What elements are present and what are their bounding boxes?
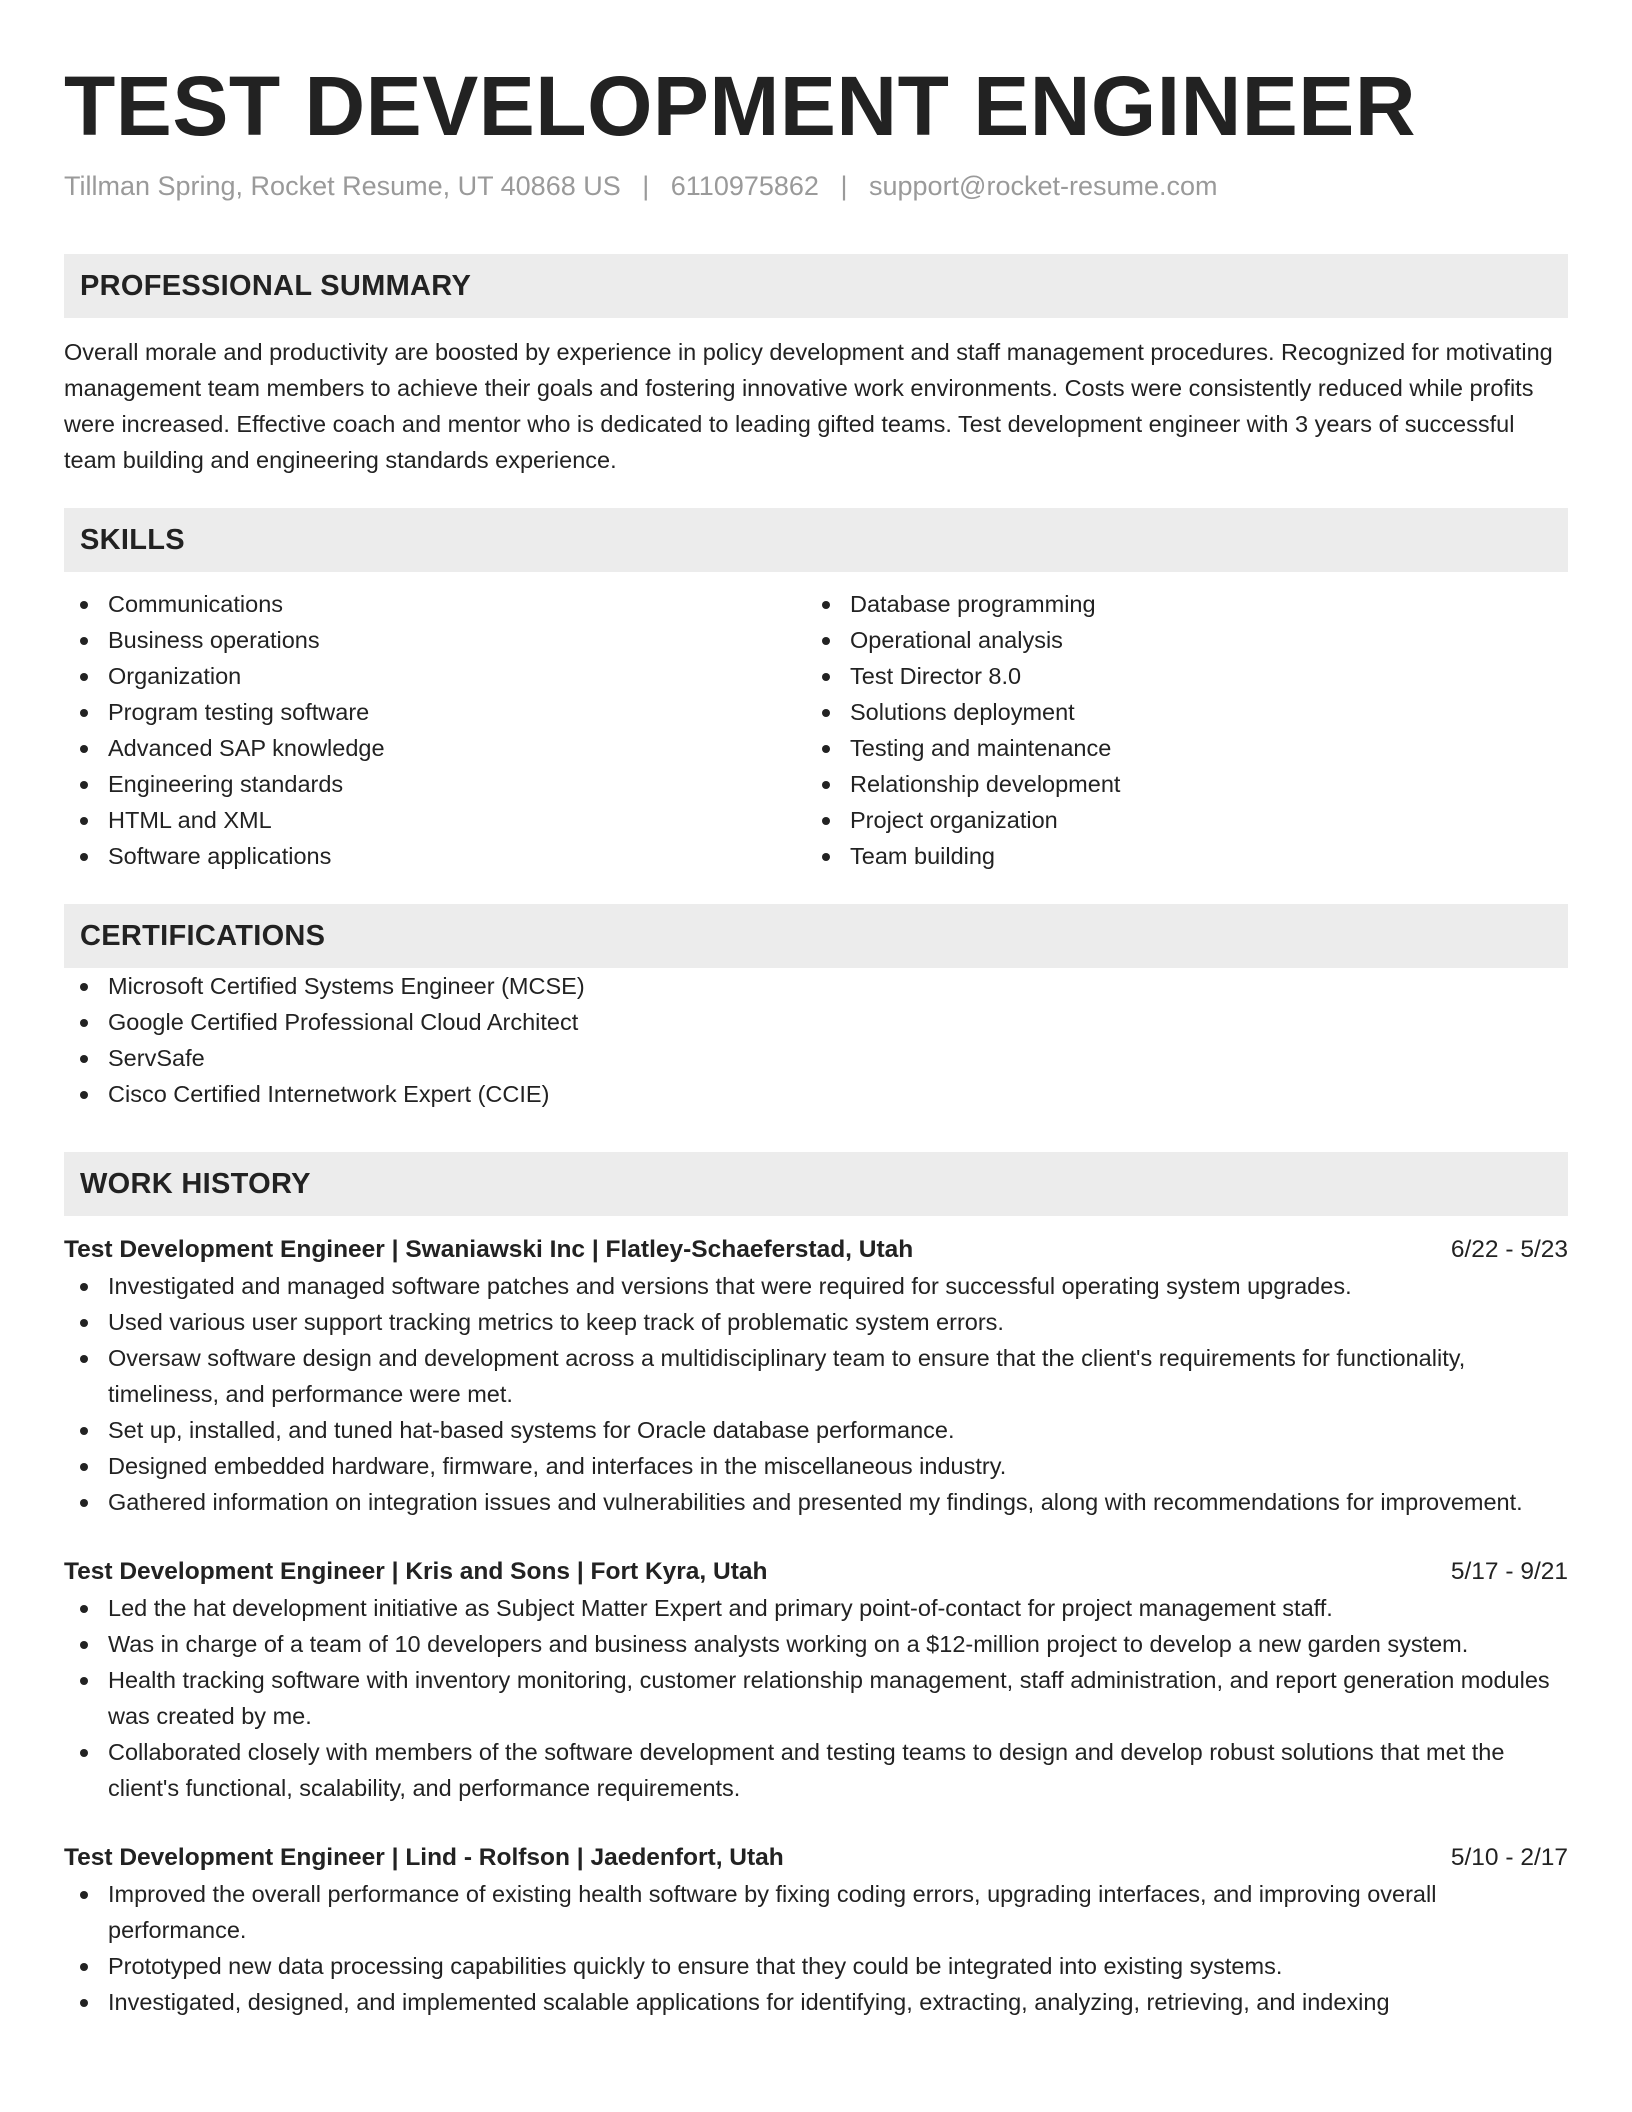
job-dates: 5/10 - 2/17 (1450, 1844, 1568, 1871)
job-entry (64, 1840, 1568, 2020)
skills-column-right (806, 586, 1548, 874)
job-dates: 6/22 - 5/23 (1450, 1236, 1568, 1263)
contact-separator: | (840, 171, 848, 201)
certification-item: Google Certified Professional Cloud Architect (64, 1004, 1568, 1040)
job-bullets (64, 1590, 1568, 1806)
resume-title: TEST DEVELOPMENT ENGINEER (64, 59, 1416, 153)
work-history-section-heading: WORK HISTORY (64, 1152, 1568, 1216)
summary-text: Overall morale and productivity are boosted by experience in policy development and staff management procedures. Recognized for motivating management team members to achieve their goals and fostering innovative work environments. Costs were consistently reduced while profits were increased. Effective coach and mentor who is dedicated to leading gifted teams. Test development engineer with 3 years of successful team building and engineering standards experience. (64, 339, 1553, 473)
contact-email: support@rocket-resume.com (869, 171, 1218, 201)
certification-item: Microsoft Certified Systems Engineer (MCSE) (64, 968, 1568, 1004)
skill-item: Organization (64, 658, 806, 694)
job-heading: Test Development Engineer | Lind - Rolfson | Jaedenfort, Utah (64, 1844, 784, 1871)
certifications-list (64, 968, 1568, 1112)
skill-item: Database programming (806, 586, 1548, 622)
skill-item: Program testing software (64, 694, 806, 730)
job-bullet: Used various user support tracking metrics to keep track of problematic system errors. (64, 1304, 1568, 1340)
job-bullet: Set up, installed, and tuned hat-based systems for Oracle database performance. (64, 1412, 1568, 1448)
skill-item: Engineering standards (64, 766, 806, 802)
contact-phone: 6110975862 (670, 171, 819, 201)
certifications-section-heading: CERTIFICATIONS (64, 904, 1568, 968)
skill-item: Team building (806, 838, 1548, 874)
job-heading: Test Development Engineer | Kris and Sons | Fort Kyra, Utah (64, 1558, 768, 1585)
skill-item: Communications (64, 586, 806, 622)
resume-page (64, 0, 1568, 2020)
skill-item: Relationship development (806, 766, 1548, 802)
job-entry (64, 1232, 1568, 1520)
job-bullet: Investigated, designed, and implemented scalable applications for identifying, extracting, analyzing, retrieving, and indexing (64, 1984, 1568, 2020)
job-bullets (64, 1268, 1568, 1520)
job-header (64, 1554, 1568, 1590)
job-bullet: Health tracking software with inventory monitoring, customer relationship management, staff administration, and report generation modules was created by me. (64, 1662, 1568, 1734)
job-bullet: Prototyped new data processing capabilities quickly to ensure that they could be integrated into existing systems. (64, 1948, 1568, 1984)
skill-item: Advanced SAP knowledge (64, 730, 806, 766)
job-heading: Test Development Engineer | Swaniawski Inc | Flatley-Schaeferstad, Utah (64, 1236, 914, 1263)
job-bullet: Collaborated closely with members of the software development and testing teams to design and develop robust solutions that met the client's functional, scalability, and performance requirements. (64, 1734, 1568, 1806)
certification-item: Cisco Certified Internetwork Expert (CCIE) (64, 1076, 1568, 1112)
job-bullet: Gathered information on integration issues and vulnerabilities and presented my findings, along with recommendations for improvement. (64, 1484, 1568, 1520)
job-bullet: Improved the overall performance of existing health software by fixing coding errors, upgrading interfaces, and improving overall performance. (64, 1876, 1568, 1948)
summary-section-heading: PROFESSIONAL SUMMARY (64, 254, 1568, 318)
contact-address: Tillman Spring, Rocket Resume, UT 40868 US (64, 171, 621, 201)
job-header (64, 1840, 1568, 1876)
job-bullet: Was in charge of a team of 10 developers and business analysts working on a $12-million project to develop a new garden system. (64, 1626, 1568, 1662)
contact-line (64, 168, 1568, 204)
skill-item: Operational analysis (806, 622, 1548, 658)
skill-item: Software applications (64, 838, 806, 874)
job-bullet: Investigated and managed software patches and versions that were required for successful operating system upgrades. (64, 1268, 1568, 1304)
skills-list (64, 586, 1568, 874)
skill-item: HTML and XML (64, 802, 806, 838)
job-bullets (64, 1876, 1568, 2020)
skill-item: Business operations (64, 622, 806, 658)
skills-section-heading: SKILLS (64, 508, 1568, 572)
job-bullet: Led the hat development initiative as Subject Matter Expert and primary point-of-contact for project management staff. (64, 1590, 1568, 1626)
job-header (64, 1232, 1568, 1268)
job-bullet: Designed embedded hardware, firmware, and interfaces in the miscellaneous industry. (64, 1448, 1568, 1484)
skill-item: Project organization (806, 802, 1548, 838)
job-entry (64, 1554, 1568, 1806)
skill-item: Testing and maintenance (806, 730, 1548, 766)
contact-separator: | (642, 171, 650, 201)
skills-column-left (64, 586, 806, 874)
skill-item: Solutions deployment (806, 694, 1548, 730)
job-dates: 5/17 - 9/21 (1450, 1558, 1568, 1585)
skill-item: Test Director 8.0 (806, 658, 1548, 694)
job-bullet: Oversaw software design and development across a multidisciplinary team to ensure that the client's requirements for functionality, timeliness, and performance were met. (64, 1340, 1568, 1412)
certification-item: ServSafe (64, 1040, 1568, 1076)
